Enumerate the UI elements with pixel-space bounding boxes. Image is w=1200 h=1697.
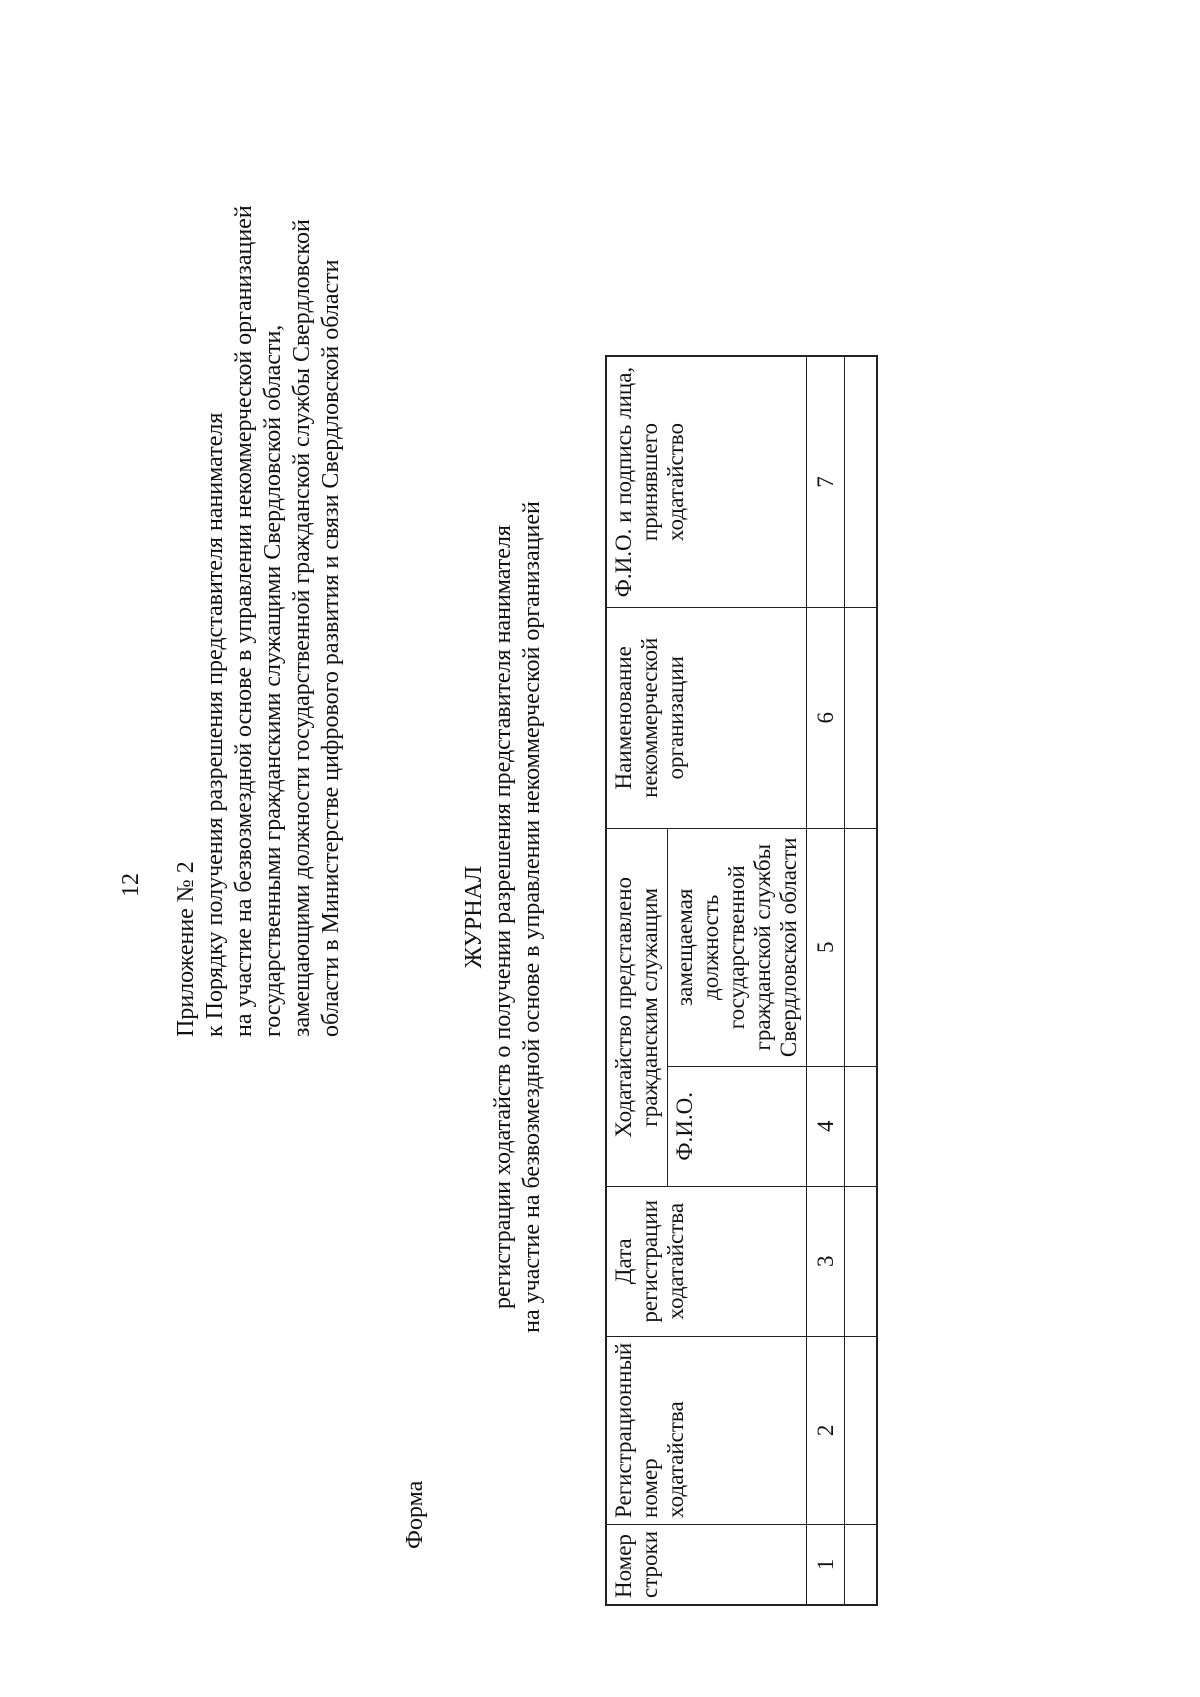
header-line-number: Номер строки xyxy=(606,1524,807,1605)
empty-cell xyxy=(845,1186,877,1336)
header-full-name: Ф.И.О. xyxy=(668,1066,807,1186)
header-registration-number: Регистрационный номер ходатайства xyxy=(606,1336,807,1524)
table-header-row xyxy=(606,356,668,1605)
column-number: 2 xyxy=(807,1336,845,1524)
page-number: 12 xyxy=(118,873,144,897)
header-petition-submitted: Ходатайство представлено гражданским служащим xyxy=(606,828,668,1186)
appendix-line: на участие на безвозмездной основе в управлении некоммерческой организацией xyxy=(231,205,257,1037)
journal-table xyxy=(605,355,878,1606)
form-label: Форма xyxy=(402,1480,428,1549)
journal-subtitle-line1: регистрации ходатайств о получении разрешения представителя нанимателя xyxy=(490,525,516,1309)
appendix-line: к Порядку получения разрешения представителя нанимателя xyxy=(202,412,228,1037)
appendix-line: государственными гражданскими служащими Свердловской области, xyxy=(260,324,286,1037)
empty-cell xyxy=(845,1336,877,1524)
header-position: замещаемая должность государственной гражданской службы Свердловской области xyxy=(668,828,807,1066)
appendix-line: замещающими должности государственной гражданской службы Свердловской xyxy=(289,219,315,1037)
appendix-line: области в Министерстве цифрового развития и связи Свердловской области xyxy=(318,259,344,1037)
table-row xyxy=(845,356,877,1605)
journal-heading: ЖУРНАЛ xyxy=(461,865,487,969)
column-number: 6 xyxy=(807,607,845,828)
empty-cell xyxy=(845,828,877,1066)
empty-cell xyxy=(845,356,877,607)
column-number: 7 xyxy=(807,356,845,607)
header-organization-name: Наименование некоммерческой организации xyxy=(606,607,807,828)
table-number-row xyxy=(807,356,845,1605)
journal-subtitle-line2: на участие на безвозмездной основе в управлении некоммерческой организацией xyxy=(519,501,545,1333)
header-registration-date: Дата регистрации ходатайства xyxy=(606,1186,807,1336)
empty-cell xyxy=(845,1524,877,1605)
column-number: 1 xyxy=(807,1524,845,1605)
appendix-line: Приложение № 2 xyxy=(173,861,199,1037)
empty-cell xyxy=(845,1066,877,1186)
column-number: 3 xyxy=(807,1186,845,1336)
column-number: 4 xyxy=(807,1066,845,1186)
column-number: 5 xyxy=(807,828,845,1066)
journal-title xyxy=(460,317,547,1517)
appendix-header xyxy=(172,205,346,1037)
header-receiver-signature: Ф.И.О. и подпись лица, принявшего ходатайство xyxy=(606,356,807,607)
empty-cell xyxy=(845,607,877,828)
